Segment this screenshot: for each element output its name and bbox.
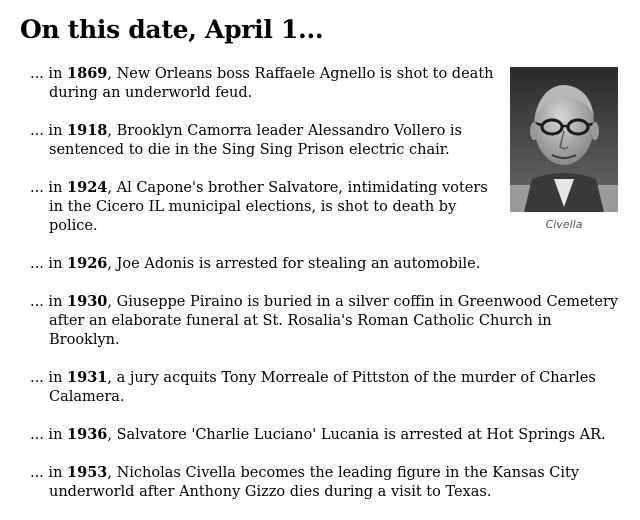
event-year: 1924 (67, 179, 108, 196)
event-text: , Nicholas Civella becomes the leading figure in the Kansas City underworld after Anthony Gizzo dies during a visit to Texas. (49, 465, 580, 500)
event-year: 1930 (67, 293, 108, 310)
event-item (30, 368, 620, 407)
event-item (30, 292, 620, 350)
event-year: 1869 (67, 65, 108, 82)
event-text: , New Orleans boss Raffaele Agnello is shot to death during an underworld feud. (49, 66, 494, 101)
event-item (30, 64, 499, 103)
event-text: , Joe Adonis is arrested for stealing an automobile. (107, 256, 481, 272)
portrait-photo (510, 67, 618, 212)
event-year: 1953 (67, 464, 108, 481)
event-text: , Giuseppe Piraino is buried in a silver coffin in Greenwood Cemetery after an elaborate funeral at St. Rosalia's Roman Catholic Church in Brooklyn. (49, 294, 619, 348)
event-prefix: ... in (30, 180, 68, 196)
event-item (30, 178, 499, 236)
portrait-image (510, 67, 618, 212)
event-prefix: ... in (30, 66, 68, 82)
event-item (30, 425, 620, 445)
event-item (30, 121, 499, 160)
event-prefix: ... in (30, 256, 68, 272)
event-text: , a jury acquits Tony Morreale of Pittston of the murder of Charles Calamera. (49, 370, 596, 405)
event-year: 1918 (67, 122, 108, 139)
event-text: , Brooklyn Camorra leader Alessandro Vollero is sentenced to die in the Sing Sing Prison electric chair. (49, 123, 463, 158)
event-item (30, 254, 620, 274)
event-year: 1926 (67, 255, 108, 272)
event-text: , Al Capone's brother Salvatore, intimidating voters in the Cicero IL municipal elections, is shot to death by police. (49, 180, 488, 234)
event-year: 1936 (67, 426, 108, 443)
page-title: On this date, April 1... (20, 15, 324, 44)
event-prefix: ... in (30, 427, 68, 443)
event-prefix: ... in (30, 370, 68, 386)
photo-caption: Civella (545, 218, 583, 231)
event-prefix: ... in (30, 123, 68, 139)
event-prefix: ... in (30, 465, 68, 481)
event-item (30, 463, 620, 502)
event-text: , Salvatore 'Charlie Luciano' Lucania is arrested at Hot Springs AR. (107, 427, 606, 443)
event-prefix: ... in (30, 294, 68, 310)
event-year: 1931 (67, 369, 108, 386)
